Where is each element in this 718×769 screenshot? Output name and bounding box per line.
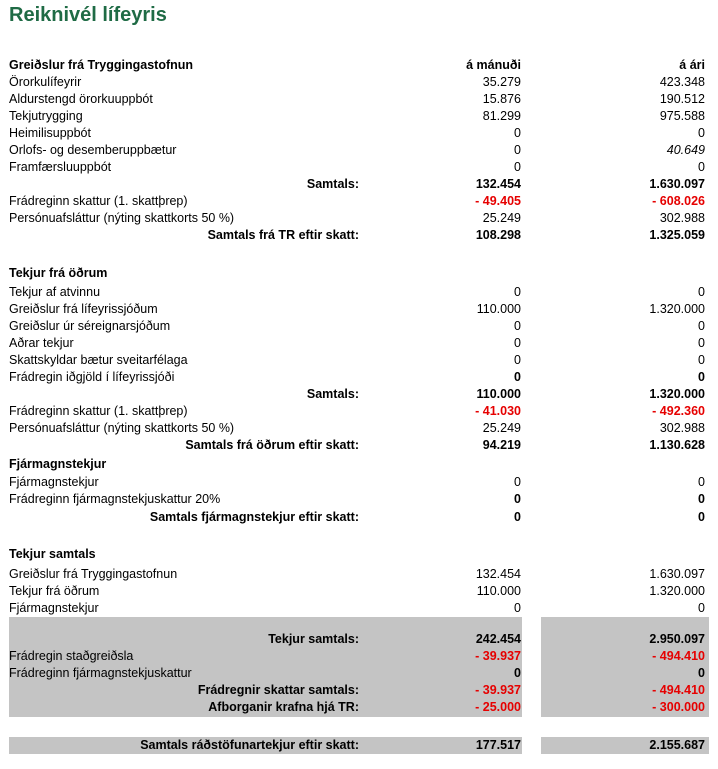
page-title: Reiknivél lífeyris — [9, 4, 167, 26]
year-value: 423.348 — [659, 75, 705, 89]
month-value: 132.454 — [475, 177, 521, 191]
month-value: - 39.937 — [475, 649, 521, 663]
table-row — [9, 491, 709, 508]
month-value: 81.299 — [482, 109, 521, 123]
year-value: 0 — [698, 126, 705, 140]
tr-heading: Greiðslur frá Tryggingastofnun — [9, 58, 194, 72]
tr-total-row — [9, 176, 709, 193]
month-value: 110.000 — [476, 302, 521, 316]
row-label: Afborganir krafna hjá TR: — [208, 700, 359, 714]
other-fee-row — [9, 369, 709, 386]
year-value: 190.512 — [659, 92, 705, 106]
row-label: Greiðslur frá lífeyrissjóðum — [9, 302, 158, 316]
year-value: 1.320.000 — [649, 584, 705, 598]
row-label: Heimilisuppbót — [9, 126, 91, 140]
year-value: 0 — [698, 353, 705, 367]
year-value: 975.588 — [659, 109, 705, 123]
row-label: Frádreginn fjármagnstekjuskattur 20% — [9, 492, 221, 506]
table-row — [9, 583, 709, 600]
summary-total-row — [9, 631, 709, 648]
row-label: Aðrar tekjur — [9, 336, 74, 350]
year-value: 0 — [698, 492, 705, 506]
year-value: 0 — [698, 160, 705, 174]
year-value: 1.320.000 — [649, 302, 705, 316]
month-value: 94.219 — [482, 438, 521, 452]
row-label: Frádreginn fjármagnstekjuskattur — [9, 666, 192, 680]
capital-header-row — [9, 456, 709, 473]
final-disposable-income-row — [9, 737, 709, 754]
month-value: - 49.405 — [475, 194, 521, 208]
month-value: 110.000 — [476, 387, 521, 401]
month-value: 15.876 — [482, 92, 521, 106]
year-value: 1.630.097 — [649, 567, 705, 581]
year-value: - 494.410 — [652, 649, 705, 663]
month-value: 0 — [514, 601, 521, 615]
tr-after-tax-row — [9, 227, 709, 244]
row-label: Greiðslur frá Tryggingastofnun — [9, 567, 178, 581]
row-label: Frádregnir skattar samtals: — [197, 683, 359, 697]
table-row — [9, 74, 709, 91]
month-value: 0 — [514, 353, 521, 367]
table-row — [9, 600, 709, 617]
month-value: - 25.000 — [475, 700, 521, 714]
month-value: 35.279 — [482, 75, 521, 89]
row-label: Tekjur frá öðrum — [9, 584, 100, 598]
year-value: 0 — [698, 336, 705, 350]
year-value: 0 — [698, 285, 705, 299]
year-value: 0 — [698, 666, 705, 680]
row-label: Aldurstengd örorkuuppbót — [9, 92, 153, 106]
summary-heading: Tekjur samtals — [9, 547, 96, 561]
capital-after-tax-row — [9, 509, 709, 526]
capital-heading: Fjármagnstekjur — [9, 457, 107, 471]
row-label: Samtals: — [306, 177, 359, 191]
month-value: 0 — [514, 126, 521, 140]
row-label: Frádregin iðgjöld í lífeyrissjóði — [9, 370, 175, 384]
month-value: 0 — [514, 143, 521, 157]
row-label: Tekjutrygging — [9, 109, 83, 123]
month-value: 0 — [514, 160, 521, 174]
row-label: Tekjur samtals: — [268, 632, 359, 646]
tr-tax-row — [9, 193, 709, 210]
month-value: 0 — [514, 510, 521, 524]
col-year-header: á ári — [679, 58, 705, 72]
month-value: 0 — [514, 370, 521, 384]
month-value: 25.249 — [482, 211, 521, 225]
month-value: 0 — [514, 475, 521, 489]
year-value: 0 — [698, 319, 705, 333]
year-value: 0 — [698, 601, 705, 615]
table-row — [9, 474, 709, 491]
col-month-header: á mánuði — [466, 58, 521, 72]
row-label: Greiðslur úr séreignarsjóðum — [9, 319, 171, 333]
month-value: - 41.030 — [475, 404, 521, 418]
row-label: Persónuafsláttur (nýting skattkorts 50 %) — [9, 421, 235, 435]
year-value: - 608.026 — [652, 194, 705, 208]
year-value: - 492.360 — [652, 404, 705, 418]
year-value: 302.988 — [659, 421, 705, 435]
row-label: Samtals frá öðrum eftir skatt: — [185, 438, 359, 452]
other-heading: Tekjur frá öðrum — [9, 266, 108, 280]
row-label: Fjármagnstekjur — [9, 601, 99, 615]
month-value: 0 — [514, 336, 521, 350]
table-row — [9, 566, 709, 583]
other-header-row — [9, 265, 709, 282]
row-label: Samtals: — [306, 387, 359, 401]
row-label: Persónuafsláttur (nýting skattkorts 50 %) — [9, 211, 235, 225]
month-value: 0 — [514, 492, 521, 506]
table-row — [9, 352, 709, 369]
month-value: 0 — [514, 285, 521, 299]
row-label: Skattskyldar bætur sveitarfélaga — [9, 353, 188, 367]
row-label: Tekjur af atvinnu — [9, 285, 101, 299]
row-label: Framfærsluuppbót — [9, 160, 112, 174]
year-value: 40.649 — [666, 143, 705, 157]
year-value: 1.320.000 — [649, 387, 705, 401]
table-row — [9, 284, 709, 301]
other-after-tax-row — [9, 437, 709, 454]
year-value: 0 — [698, 510, 705, 524]
row-label: Frádreginn skattur (1. skattþrep) — [9, 404, 188, 418]
table-row — [9, 91, 709, 108]
month-value: 110.000 — [476, 584, 521, 598]
summary-taxes-total-row — [9, 682, 709, 699]
month-value: 108.298 — [475, 228, 521, 242]
other-tax-row — [9, 403, 709, 420]
year-value: 0 — [698, 370, 705, 384]
row-label: Samtals frá TR eftir skatt: — [207, 228, 359, 242]
year-value: 1.630.097 — [649, 177, 705, 191]
table-row — [9, 159, 709, 176]
year-value: - 494.410 — [652, 683, 705, 697]
tr-allowance-row — [9, 210, 709, 227]
row-label: Orlofs- og desemberuppbætur — [9, 143, 177, 157]
month-value: 177.517 — [475, 738, 521, 752]
table-row — [9, 142, 709, 159]
summary-withholding-row — [9, 648, 709, 665]
row-label: Örorkulífeyrir — [9, 75, 82, 89]
row-label: Frádregin staðgreiðsla — [9, 649, 134, 663]
table-row — [9, 318, 709, 335]
table-row — [9, 125, 709, 142]
year-value: 1.130.628 — [649, 438, 705, 452]
year-value: 302.988 — [659, 211, 705, 225]
table-row — [9, 301, 709, 318]
summary-capital-tax-row — [9, 665, 709, 682]
year-value: 2.155.687 — [649, 738, 705, 752]
year-value: 0 — [698, 475, 705, 489]
row-label: Frádreginn skattur (1. skattþrep) — [9, 194, 188, 208]
table-row — [9, 335, 709, 352]
summary-header-row — [9, 546, 709, 563]
year-value: 1.325.059 — [649, 228, 705, 242]
summary-repayments-row — [9, 699, 709, 716]
row-label: Samtals fjármagnstekjur eftir skatt: — [149, 510, 359, 524]
other-total-row — [9, 386, 709, 403]
row-label: Fjármagnstekjur — [9, 475, 99, 489]
month-value: - 39.937 — [475, 683, 521, 697]
other-allowance-row — [9, 420, 709, 437]
month-value: 0 — [514, 666, 521, 680]
tr-header-row — [9, 57, 709, 74]
month-value: 25.249 — [482, 421, 521, 435]
table-row — [9, 108, 709, 125]
month-value: 0 — [514, 319, 521, 333]
month-value: 132.454 — [475, 567, 521, 581]
month-value: 242.454 — [475, 632, 521, 646]
year-value: 2.950.097 — [649, 632, 705, 646]
row-label: Samtals ráðstöfunartekjur eftir skatt: — [140, 738, 359, 752]
year-value: - 300.000 — [652, 700, 705, 714]
